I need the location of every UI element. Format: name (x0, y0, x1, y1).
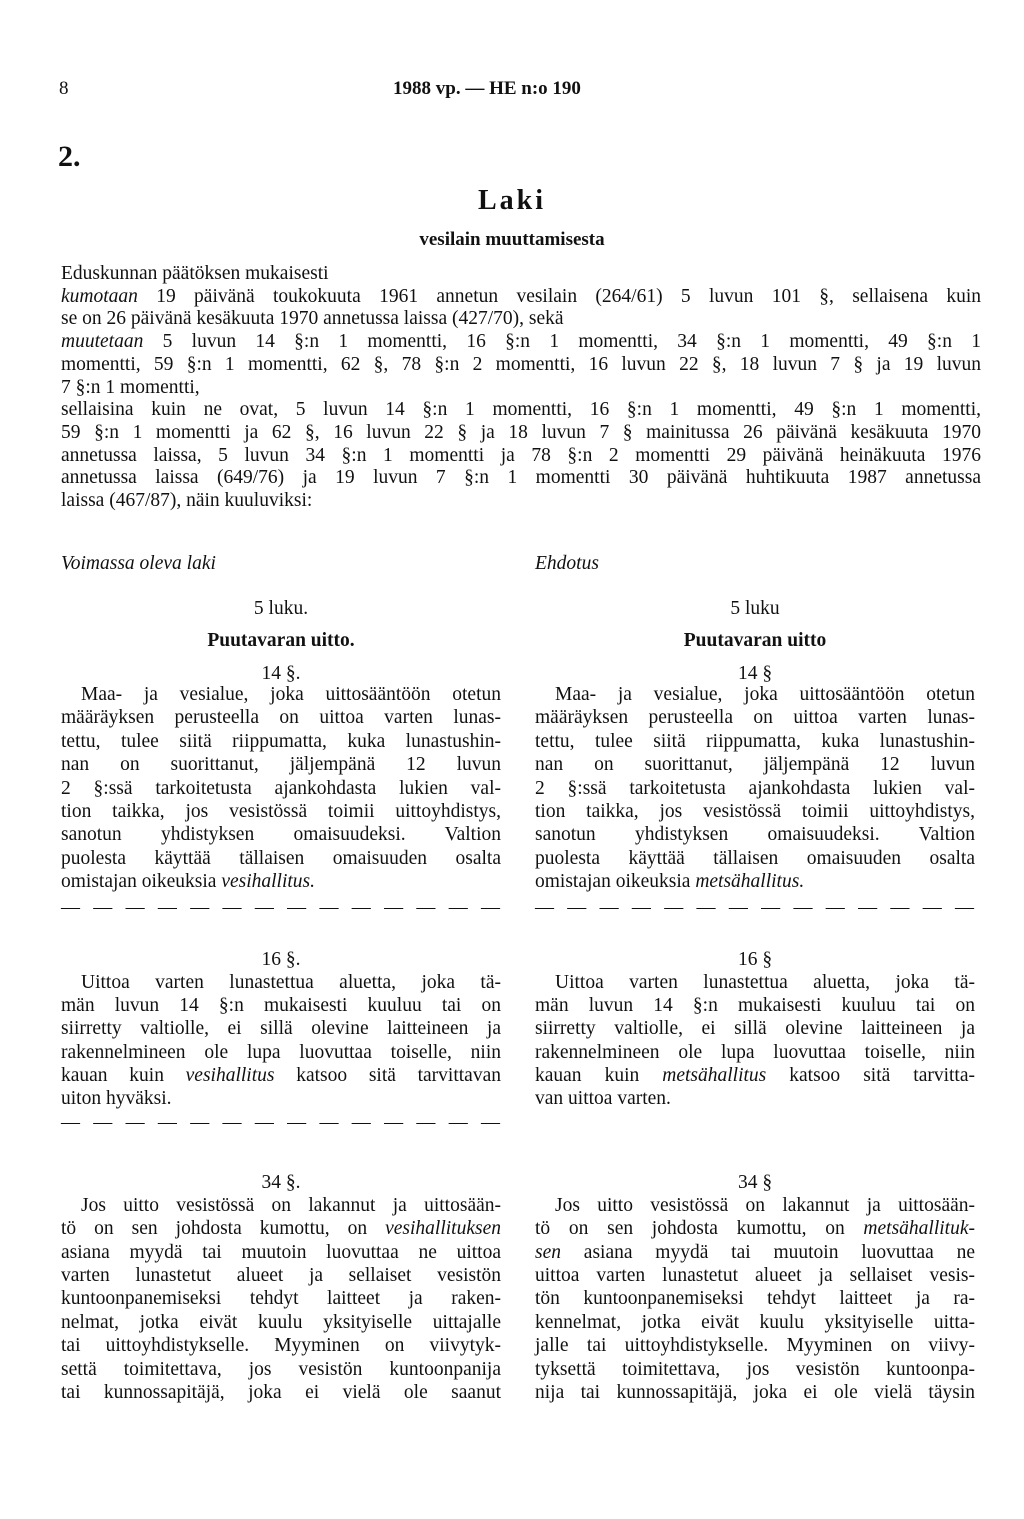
chapter-title: Puutavaran uitto. (207, 630, 355, 651)
text-line: nan on suorittanut, jäljempänä 12 luvun (535, 754, 975, 776)
section-heading: 34 §. (261, 1171, 301, 1193)
text-line: tion taikka, jos vesistössä toimii uittoyhdistys, (535, 800, 975, 822)
text-line: puolesta käyttää tällaisen omaisuuden osalta (61, 847, 501, 869)
text-segment: katsoo sitä tarvitta- (766, 1065, 975, 1087)
text-line (535, 1217, 975, 1240)
text-line: Uittoa varten lunastettua aluetta, joka tä- (81, 971, 501, 993)
text-line (61, 870, 501, 893)
text-line: uittoa varten lunastetut alueet ja sellaiset vesis- (535, 1265, 975, 1287)
emphasis: vesihallitus (185, 1065, 275, 1087)
text-line: tettu, tulee siitä riippumatta, kuka lunastushin- (535, 730, 975, 752)
text-line: tai uittoyhdistykselle. Myyminen on viivytyk- (61, 1335, 501, 1357)
text-line: Maa- ja vesialue, joka uittosääntöön otetun (81, 684, 501, 705)
text-line (61, 1064, 501, 1087)
intro-line: 7 §:n 1 momentti, (61, 376, 200, 398)
chapter-number: 5 luku (730, 598, 780, 619)
law-subtitle: vesilain muuttamisesta (419, 229, 605, 250)
section-number: 2. (58, 140, 81, 173)
text-line: määräyksen perusteella on uittoa varten lunas- (535, 707, 975, 729)
text-line (535, 870, 975, 893)
section-34-text (61, 1194, 501, 1405)
text-segment: kauan kuin (535, 1065, 663, 1087)
text-line: kennelmat, jotka eivät kuulu yksityiselle uitta- (535, 1311, 975, 1333)
text-line: tön kuntoonpanemiseksi tehdyt laitteet ja ra- (535, 1288, 975, 1310)
text-line: tion taikka, jos vesistössä toimii uittoyhdistys, (61, 800, 501, 822)
intro-keyword: muutetaan (61, 331, 144, 353)
section-heading: 16 §. (261, 948, 301, 970)
section-heading: 34 § (737, 1171, 773, 1193)
intro-line: annetussa laissa, 5 luvun 34 §:n 1 momentti ja 78 §:n 2 momentti 29 päivänä heinäkuuta 1976 (61, 444, 981, 466)
emphasis: metsähallituk- (863, 1218, 975, 1240)
running-header: 1988 vp. — HE n:o 190 (393, 78, 581, 99)
text-line: sanotun yhdistyksen omaisuudeksi. Valtion (535, 824, 975, 846)
chapter-title: Puutavaran uitto (683, 630, 827, 651)
intro-line: momentti, 59 §:n 1 momentti, 62 §, 78 §:n 2 momentti, 16 luvun 22 §, 18 luvun 7 § ja 19 luvun (61, 353, 981, 375)
intro-line: se on 26 päivänä kesäkuuta 1970 annetussa laissa (427/70), sekä (61, 308, 564, 330)
text-line: jalle tai uittoyhdistykselle. Myyminen on viivy- (535, 1335, 975, 1357)
emphasis: vesihallituksen (385, 1218, 501, 1240)
intro-line-text: 19 päivänä toukokuuta 1961 annetun vesilain (264/61) 5 luvun 101 §, sellaisena kuin (156, 285, 982, 307)
text-line: nija tai kunnossapitäjä, joka ei ole vielä täysin (535, 1381, 975, 1403)
text-line: settä toimitettava, jos vesistön kuntoonpanija (61, 1358, 501, 1380)
omission-dashes: — — — — — — — — — — — — — — (535, 896, 975, 918)
section-14-text (61, 683, 501, 894)
text-line: määräyksen perusteella on uittoa varten lunas- (61, 707, 501, 729)
current-law-column (61, 597, 501, 1404)
intro-keyword: kumotaan (61, 285, 138, 307)
text-segment: tö on sen johdosta kumottu, on (535, 1218, 864, 1240)
text-segment: asiana myydä tai muutoin luovuttaa ne (561, 1241, 975, 1263)
text-line: rakennelmineen ole lupa luovuttaa toiselle, niin (61, 1041, 501, 1063)
chapter-number: 5 luku. (253, 598, 309, 619)
text-line: tai kunnossapitäjä, joka ei vielä ole saanut (61, 1381, 501, 1403)
intro-line: 59 §:n 1 momentti ja 62 §, 16 luvun 22 § ja 18 luvun 7 § mainitussa 26 päivänä kesäkuuta 1970 (61, 421, 981, 443)
intro-line: sellaisina kuin ne ovat, 5 luvun 14 §:n 1 momentti, 16 §:n 1 momentti, 49 §:n 1 momentti, (61, 399, 981, 421)
text-segment: omistajan oikeuksia (61, 871, 222, 893)
emphasis: vesihallitus. (221, 871, 316, 893)
text-segment: kauan kuin (61, 1065, 186, 1087)
section-16-text (61, 971, 501, 1111)
intro-line (61, 331, 981, 354)
section-heading: 14 § (737, 663, 773, 684)
text-line: Maa- ja vesialue, joka uittosääntöön otetun (555, 684, 975, 705)
proposal-heading: Ehdotus (535, 553, 599, 574)
text-line: sanotun yhdistyksen omaisuudeksi. Valtion (61, 824, 501, 846)
emphasis: sen (535, 1241, 561, 1263)
text-line: tettu, tulee siitä riippumatta, kuka lunastushin- (61, 730, 501, 752)
emphasis: metsähallitus (662, 1065, 767, 1087)
enacting-clause (61, 263, 981, 513)
text-line: nelmat, jotka eivät kuulu yksityiselle uittajalle (61, 1311, 501, 1333)
intro-line: Eduskunnan päätöksen mukaisesti (61, 263, 329, 284)
section-spacer (535, 1111, 975, 1171)
text-line: siirretty valtiolle, ei sillä olevine laitteineen ja (535, 1018, 975, 1040)
page-number: 8 (59, 78, 69, 99)
text-segment: tö on sen johdosta kumottu, on (61, 1218, 386, 1240)
text-line: van uittoa varten. (535, 1088, 671, 1110)
omission-dashes: — — — — — — — — — — — — — — (61, 1111, 501, 1133)
text-line (535, 1241, 975, 1264)
emphasis: metsähallitus. (695, 871, 805, 893)
text-line: rakennelmineen ole lupa luovuttaa toiselle, niin (535, 1041, 975, 1063)
intro-line: annetussa laissa (649/76) ja 19 luvun 7 §:n 1 momentti 30 päivänä huhtikuuta 1987 annetussa (61, 467, 981, 489)
text-line: nan on suorittanut, jäljempänä 12 luvun (61, 754, 501, 776)
text-line (535, 1064, 975, 1087)
text-line: asiana myydä tai muutoin luovuttaa ne uittoa (61, 1241, 501, 1263)
text-line: Jos uitto vesistössä on lakannut ja uittosään- (81, 1194, 501, 1216)
text-segment: katsoo sitä tarvittavan (274, 1065, 501, 1087)
section-heading: 16 § (737, 948, 773, 970)
text-line: Uittoa varten lunastettua aluetta, joka tä- (555, 971, 975, 993)
section-heading: 14 §. (261, 663, 301, 684)
section-16-text (535, 971, 975, 1111)
proposal-column (535, 597, 975, 1404)
text-line: tyksettä toimitettava, jos vesistön kuntoonpa- (535, 1358, 975, 1380)
text-line: 2 §:ssä tarkoitetusta ajankohdasta lukien val- (535, 777, 975, 799)
text-line: uiton hyväksi. (61, 1088, 172, 1110)
intro-line (61, 286, 981, 309)
intro-line: laissa (467/87), näin kuuluviksi: (61, 490, 313, 512)
text-line: puolesta käyttää tällaisen omaisuuden osalta (535, 847, 975, 869)
text-line: 2 §:ssä tarkoitetusta ajankohdasta lukien val- (61, 777, 501, 799)
section-34-text (535, 1194, 975, 1405)
text-line: kuntoonpanemiseksi tehdyt laitteet ja raken- (61, 1288, 501, 1310)
law-title: Laki (477, 185, 547, 216)
current-law-heading: Voimassa oleva laki (61, 553, 216, 574)
text-line: siirretty valtiolle, ei sillä olevine laitteineen ja (61, 1018, 501, 1040)
text-segment: omistajan oikeuksia (535, 871, 696, 893)
text-line (61, 1217, 501, 1240)
text-line: Jos uitto vesistössä on lakannut ja uittosään- (555, 1194, 975, 1216)
section-14-text (535, 683, 975, 894)
text-line: varten lunastetut alueet ja sellaiset vesistön (61, 1265, 501, 1287)
intro-line-text: 5 luvun 14 §:n 1 momentti, 16 §:n 1 momentti, 34 §:n 1 momentti, 49 §:n 1 (162, 331, 981, 353)
omission-dashes: — — — — — — — — — — — — — — (61, 896, 501, 918)
text-line: män luvun 14 §:n mukaisesti kuuluu tai on (535, 994, 975, 1016)
text-line: män luvun 14 §:n mukaisesti kuuluu tai on (61, 994, 501, 1016)
